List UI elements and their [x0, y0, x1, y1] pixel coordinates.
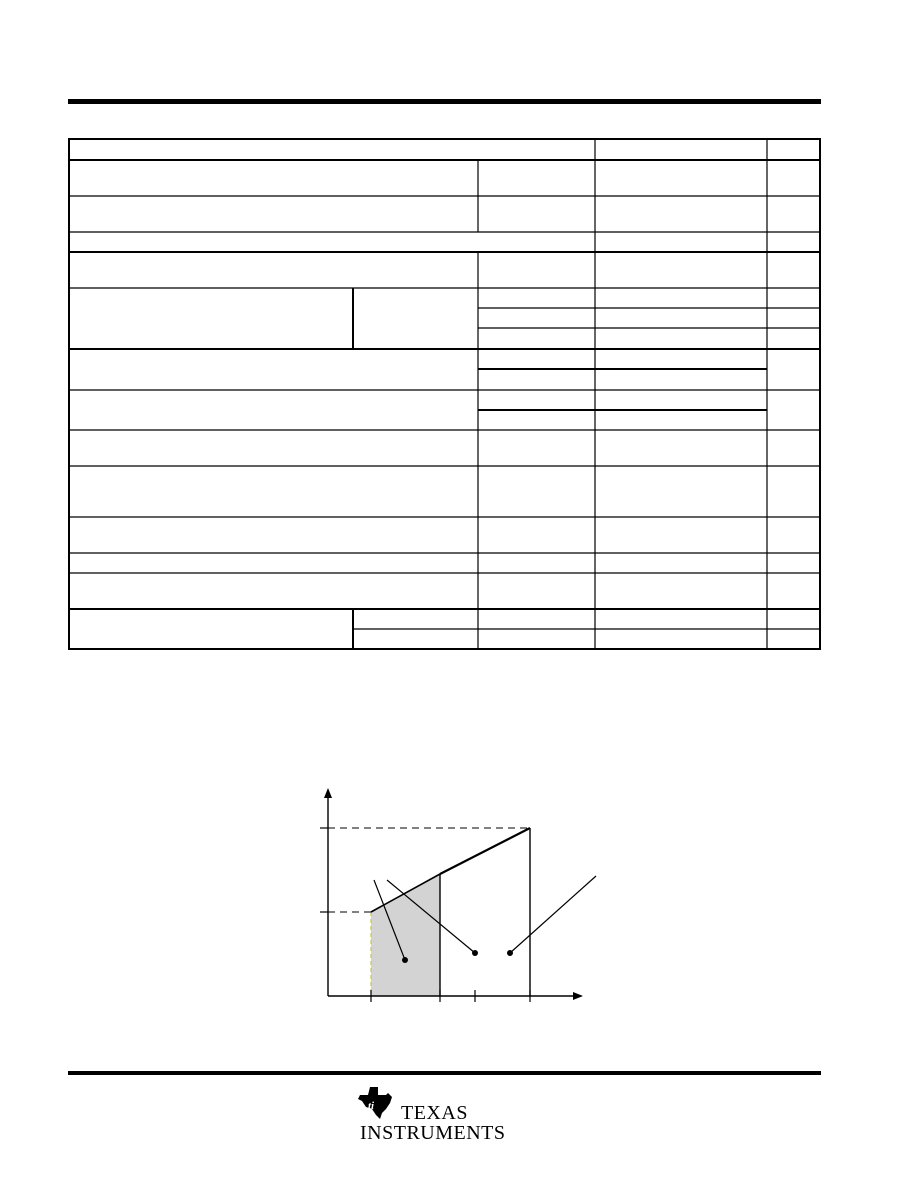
- texas-state-shape: [358, 1087, 392, 1119]
- logo-word-texas: TEXAS: [401, 1102, 468, 1124]
- operating-area-diagram: [300, 780, 600, 1010]
- footer-rule: [68, 1071, 821, 1075]
- ti-logo-icon: [356, 1085, 526, 1145]
- callout-leader-3: [510, 876, 596, 953]
- callout-dot-1: [402, 957, 408, 963]
- boundary-line: [440, 828, 530, 874]
- specification-table: [68, 138, 821, 650]
- texas-instruments-logo: [356, 1085, 526, 1145]
- operating-area-figure: [300, 780, 600, 1010]
- table-grid: [68, 138, 821, 650]
- svg-text:ti: ti: [368, 1100, 375, 1112]
- callout-dot-2: [472, 950, 478, 956]
- header-rule: [68, 99, 821, 104]
- y-axis-arrow-icon: [324, 788, 332, 798]
- logo-word-instruments: INSTRUMENTS: [360, 1122, 506, 1144]
- x-axis-arrow-icon: [573, 992, 583, 1000]
- callout-dot-3: [507, 950, 513, 956]
